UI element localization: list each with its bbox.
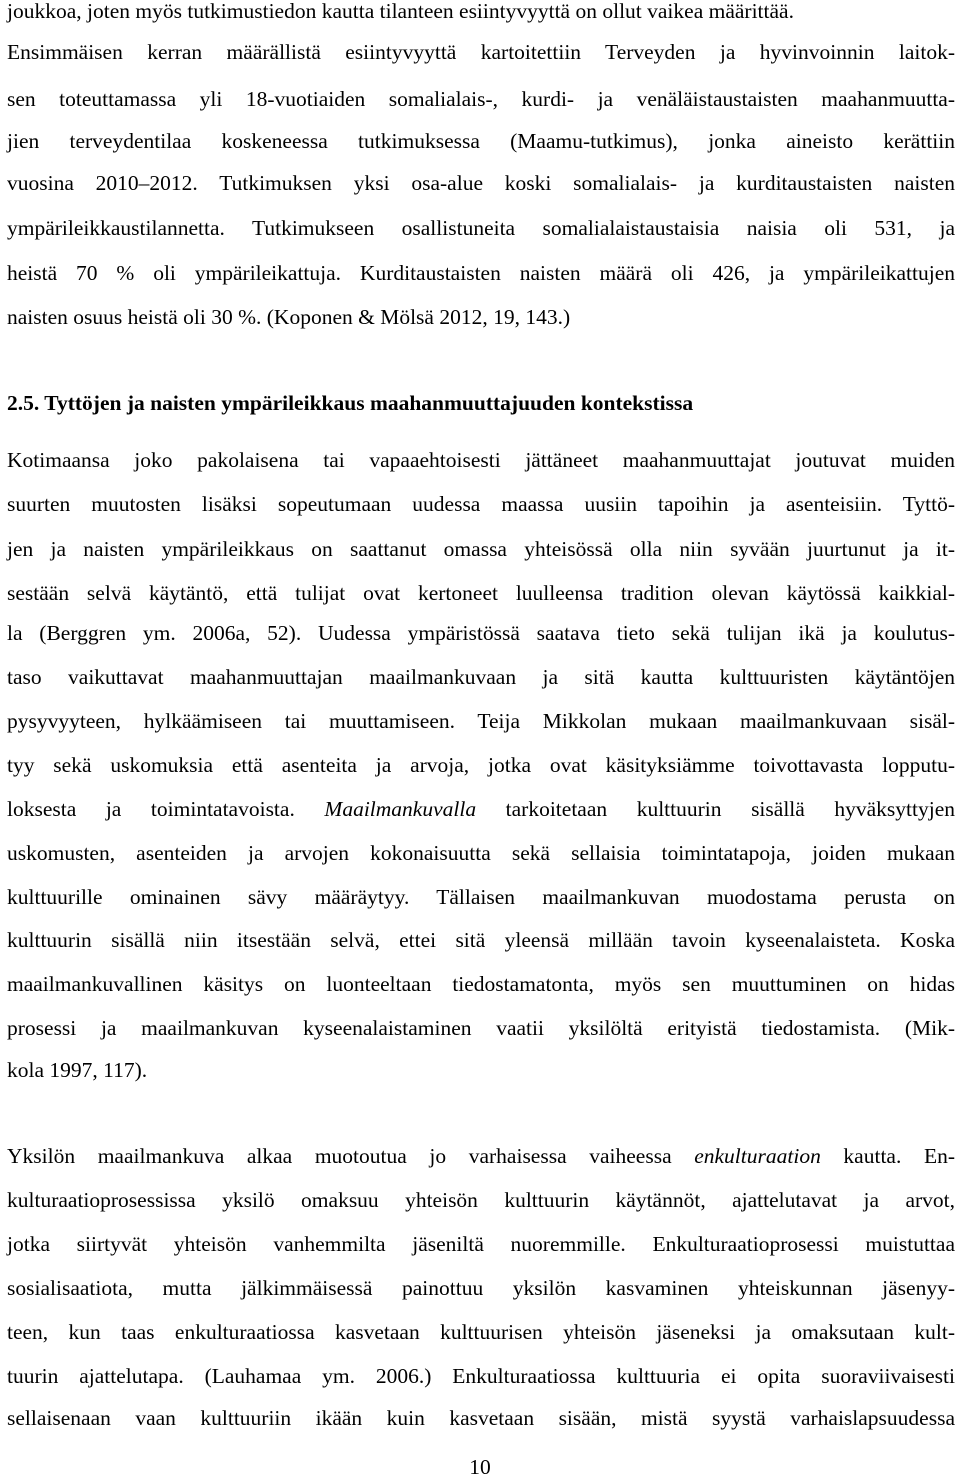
text-line: Ensimmäisen kerran määrällistä esiintyvyyttä kartoitettiin Terveyden ja hyvinvoinnin laitok- xyxy=(7,40,955,64)
text-span: kautta. En- xyxy=(820,1144,955,1168)
text-line: jien terveydentilaa koskeneessa tutkimuksessa (Maamu-tutkimus), jonka aineisto kerättiin xyxy=(7,129,955,153)
text-line xyxy=(7,794,955,824)
text-line: teen, kun taas enkulturaatiossa kasvetaan kulttuurisen yhteisön jäseneksi ja omaksutaan kult- xyxy=(7,1320,955,1344)
text-line: sosialisaatiota, mutta jälkimmäisessä painottuu yksilön kasvaminen yhteiskunnan jäsenyy- xyxy=(7,1276,955,1300)
text-line: vuosina 2010–2012. Tutkimuksen yksi osa-alue koski somalialais- ja kurditaustaisten naisten xyxy=(7,171,955,195)
text-line: sen toteuttamassa yli 18-vuotiaiden somalialais-, kurdi- ja venäläistaustaisten maahanmuutta- xyxy=(7,87,955,111)
text-line: Kotimaansa joko pakolaisena tai vapaaehtoisesti jättäneet maahanmuuttajat joutuvat muiden xyxy=(7,448,955,472)
italic-term: Maailmankuvalla xyxy=(324,797,477,821)
italic-term: enkulturaation xyxy=(694,1144,821,1168)
text-line: heistä 70 % oli ympärileikattuja. Kurditaustaisten naisten määrä oli 426, ja ympärileikattujen xyxy=(7,261,955,285)
text-line: jen ja naisten ympärileikkaus on saattanut omassa yhteisössä olla niin syvään juurtunut ja it- xyxy=(7,537,955,561)
text-line: sellaisenaan vaan kulttuuriin ikään kuin kasvetaan sisään, mistä syystä varhaislapsuudessa xyxy=(7,1406,955,1430)
text-line: joukkoa, joten myös tutkimustiedon kautta tilanteen esiintyvyyttä on ollut vaikea määrittää. xyxy=(7,0,794,23)
text-line: taso vaikuttavat maahanmuuttajan maailmankuvaan ja sitä kautta kulttuuristen käytäntöjen xyxy=(7,665,955,689)
text-line: la (Berggren ym. 2006a, 52). Uudessa ympäristössä saatava tieto sekä tulijan ikä ja koulutus- xyxy=(7,621,955,645)
text-line: ympärileikkaustilannetta. Tutkimukseen osallistuneita somalialaistaustaisia naisia oli 531, ja xyxy=(7,216,955,240)
text-line xyxy=(7,1141,955,1171)
text-line: kulttuurille ominainen sävy määräytyy. Tällaisen maailmankuvan muodostama perusta on xyxy=(7,885,955,909)
text-line: uskomusten, asenteiden ja arvojen kokonaisuutta sekä sellaisia toimintatapoja, joiden mukaan xyxy=(7,841,955,865)
text-span: loksesta ja toimintatavoista. xyxy=(7,797,325,821)
text-line: jotka siirtyvät yhteisön vanhemmilta jäseniltä nuoremmille. Enkulturaatioprosessi muistuttaa xyxy=(7,1232,955,1256)
text-line: suurten muutosten lisäksi sopeutumaan uudessa maassa uusiin tapoihin ja asenteisiin. Tyttö- xyxy=(7,492,955,516)
text-line: kulturaatioprosessissa yksilö omaksuu yhteisön kulttuurin käytännöt, ajattelutavat ja arvot, xyxy=(7,1188,955,1212)
text-line: kulttuurin sisällä niin itsestään selvä, ettei sitä yleensä millään tavoin kyseenalaisteta. Koska xyxy=(7,928,955,952)
section-heading: 2.5. Tyttöjen ja naisten ympärileikkaus maahanmuuttajuuden kontekstissa xyxy=(7,391,694,415)
text-span: Yksilön maailmankuva alkaa muotoutua jo varhaisessa vaiheessa xyxy=(7,1144,695,1168)
text-line: sestään selvä käytäntö, että tulijat ovat kertoneet luulleensa tradition olevan käytössä kaikkial- xyxy=(7,581,955,605)
text-line: tyy sekä uskomuksia että asenteita ja arvoja, jotka ovat käsityksiämme toivottavasta lopputu- xyxy=(7,753,955,777)
text-line: prosessi ja maailmankuvan kyseenalaistaminen vaatii yksilöltä erityistä tiedostamista. (Mik- xyxy=(7,1016,955,1040)
text-line: tuurin ajattelutapa. (Lauhamaa ym. 2006.) Enkulturaatiossa kulttuuria ei opita suoraviivaisesti xyxy=(7,1364,955,1388)
text-line: pysyvyyteen, hylkäämiseen tai muuttamiseen. Teija Mikkolan mukaan maailmankuvaan sisäl- xyxy=(7,709,955,733)
text-line: maailmankuvallinen käsitys on luonteeltaan tiedostamatonta, myös sen muuttuminen on hidas xyxy=(7,972,955,996)
text-span: tarkoitetaan kulttuurin sisällä hyväksyttyjen xyxy=(476,797,955,821)
text-line: kola 1997, 117). xyxy=(7,1058,148,1082)
text-line: naisten osuus heistä oli 30 %. (Koponen & Mölsä 2012, 19, 143.) xyxy=(7,305,571,329)
page-number: 10 xyxy=(469,1455,491,1479)
